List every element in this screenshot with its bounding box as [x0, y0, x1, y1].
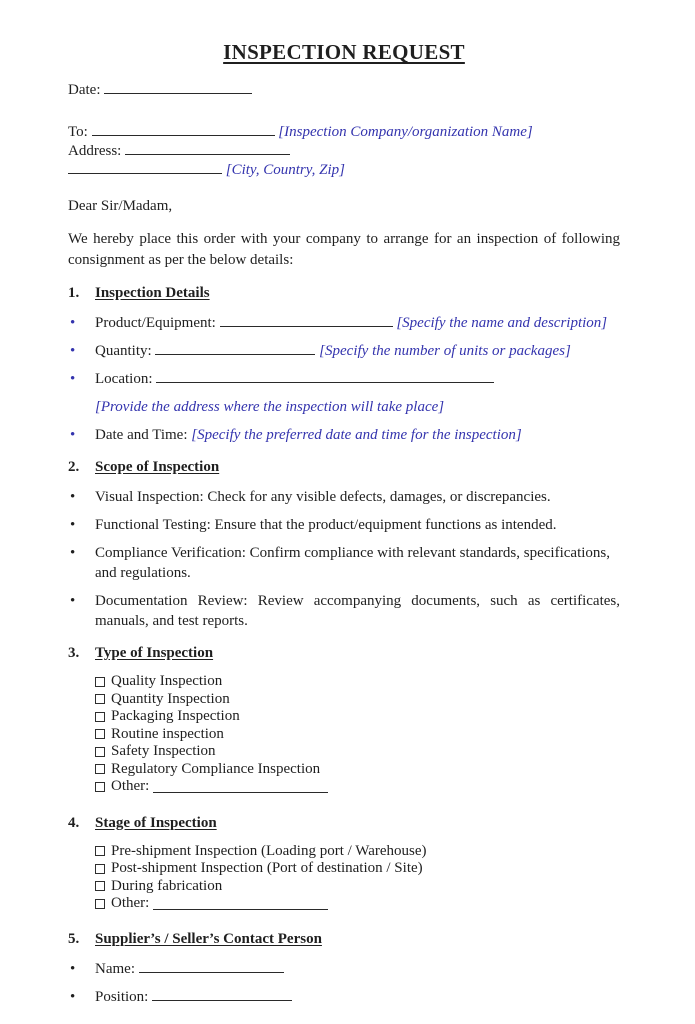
checkbox-label: Routine inspection: [111, 725, 224, 742]
name-label: Name:: [95, 960, 135, 977]
list-item-position: [68, 987, 620, 1007]
section-title: Stage of Inspection: [95, 814, 217, 831]
checkbox-option-postshipment: [95, 860, 620, 878]
section-number: 1.: [68, 285, 80, 301]
checkbox-option-stage-other: [95, 895, 620, 913]
checkbox-icon[interactable]: [95, 694, 105, 704]
checkbox-label: Post-shipment Inspection (Port of destination / Site): [111, 860, 423, 876]
type-other-blank[interactable]: [153, 781, 328, 793]
city-blank[interactable]: [68, 162, 222, 174]
checkbox-icon[interactable]: [95, 864, 105, 874]
location-hint: [Provide the address where the inspection will take place]: [95, 399, 445, 415]
list-item-location: [68, 369, 620, 389]
section-heading-scope: [68, 458, 620, 477]
section-title: Supplier’s / Seller’s Contact Person: [95, 930, 322, 947]
address-label: Address:: [68, 143, 122, 159]
checkbox-icon[interactable]: [95, 764, 105, 774]
type-checkbox-list: [95, 673, 620, 796]
checkbox-option-type-other: [95, 778, 620, 796]
section-number: 3.: [68, 645, 80, 661]
datetime-hint: [Specify the preferred date and time for the inspection]: [191, 427, 522, 443]
checkbox-label: Regulatory Compliance Inspection: [111, 760, 321, 777]
checkbox-option-regulatory: [95, 761, 620, 779]
date-blank[interactable]: [104, 82, 252, 94]
checkbox-icon[interactable]: [95, 712, 105, 722]
checkbox-icon[interactable]: [95, 729, 105, 739]
checkbox-option-preshipment: [95, 843, 620, 861]
quantity-hint: [Specify the number of units or packages]: [319, 343, 571, 359]
section-heading-contact: [68, 930, 620, 949]
checkbox-label: During fabrication: [111, 877, 223, 894]
list-item-documentation: • Documentation Review: Review accompanying documents, such as certificates, manuals, and test reports.: [68, 591, 620, 631]
date-row: [68, 81, 620, 100]
date-label: Date:: [68, 82, 101, 98]
location-blank[interactable]: [156, 371, 494, 383]
checkbox-label: Pre-shipment Inspection (Loading port / Warehouse): [111, 842, 427, 859]
list-item-name: [68, 959, 620, 979]
position-label: Position:: [95, 988, 149, 1005]
checkbox-option-quantity: [95, 691, 620, 709]
address-blank[interactable]: [125, 143, 290, 155]
quantity-label: Quantity:: [95, 343, 152, 359]
list-item-datetime: [68, 425, 620, 445]
section-heading-inspection-details: [68, 284, 620, 303]
quantity-blank[interactable]: [155, 343, 315, 355]
to-hint: [Inspection Company/organization Name]: [278, 124, 533, 140]
list-item-compliance: • Compliance Verification: Confirm compliance with relevant standards, specifications, and regulations.: [68, 543, 620, 583]
checkbox-icon[interactable]: [95, 782, 105, 792]
checkbox-option-quality: [95, 673, 620, 691]
list-item-functional: • Functional Testing: Ensure that the product/equipment functions as intended.: [68, 515, 620, 535]
intro-paragraph: We hereby place this order with your company to arrange for an inspection of following consignment as per the below details:: [68, 231, 620, 268]
section-number: 5.: [68, 930, 80, 947]
section-title: Type of Inspection: [95, 645, 214, 661]
checkbox-option-packaging: [95, 708, 620, 726]
checkbox-icon[interactable]: [95, 677, 105, 687]
product-label: Product/Equipment:: [95, 315, 216, 331]
section-number: 4.: [68, 814, 80, 831]
address-hint: [City, Country, Zip]: [225, 162, 345, 178]
list-item-quantity: [68, 341, 620, 361]
to-blank[interactable]: [92, 124, 275, 136]
list-item-visual: • Visual Inspection: Check for any visible defects, damages, or discrepancies.: [68, 487, 620, 507]
checkbox-label: Packaging Inspection: [111, 708, 240, 724]
product-hint: [Specify the name and description]: [396, 315, 608, 331]
checkbox-label: Safety Inspection: [111, 743, 216, 759]
datetime-label: Date and Time:: [95, 427, 188, 443]
salutation: Dear Sir/Madam,: [68, 198, 173, 214]
checkbox-label: Quality Inspection: [111, 673, 223, 689]
stage-checkbox-list: [95, 843, 620, 913]
scope-list: [68, 487, 620, 631]
checkbox-label: Quantity Inspection: [111, 690, 230, 707]
inspection-details-list: [68, 313, 620, 445]
product-blank[interactable]: [220, 315, 393, 327]
stage-other-blank[interactable]: [153, 898, 328, 910]
checkbox-option-safety: [95, 743, 620, 761]
section-heading-stage: [68, 814, 620, 833]
section-heading-type: [68, 644, 620, 663]
recipient-block: [68, 123, 620, 180]
section-title: Inspection Details: [95, 285, 210, 301]
checkbox-label: Other:: [111, 778, 150, 794]
checkbox-option-routine: [95, 726, 620, 744]
list-item-product: [68, 313, 620, 333]
checkbox-label: Other:: [111, 895, 150, 911]
checkbox-option-fabrication: [95, 878, 620, 896]
location-label: Location:: [95, 371, 153, 387]
section-number: 2.: [68, 459, 80, 475]
checkbox-icon[interactable]: [95, 881, 105, 891]
section-title: Scope of Inspection: [95, 459, 220, 475]
checkbox-icon[interactable]: [95, 846, 105, 856]
contact-list: [68, 959, 620, 1007]
name-blank[interactable]: [139, 961, 284, 973]
checkbox-icon[interactable]: [95, 899, 105, 909]
checkbox-icon[interactable]: [95, 747, 105, 757]
position-blank[interactable]: [152, 989, 292, 1001]
document-title: INSPECTION REQUEST: [223, 40, 465, 64]
to-label: To:: [68, 124, 88, 140]
